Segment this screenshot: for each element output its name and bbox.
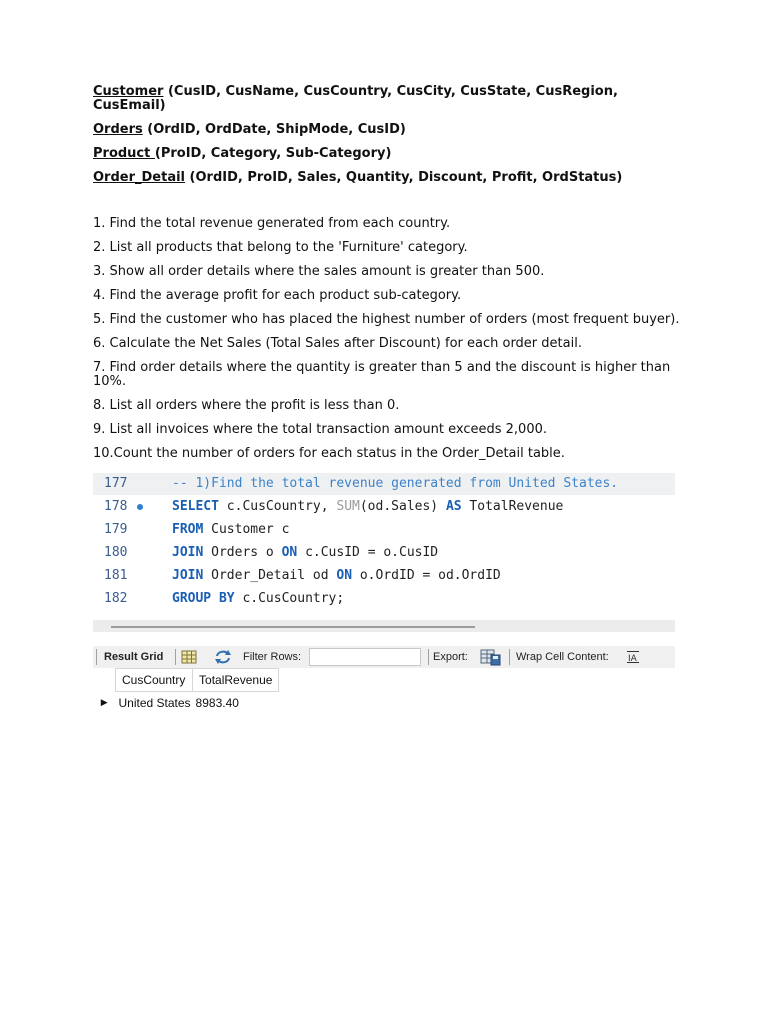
line-number: 177 (104, 476, 128, 491)
table-columns: (CusID, CusName, CusCountry, CusCity, CusState, CusRegion, CusEmail) (93, 84, 618, 113)
question-2: 2. List all products that belong to the 'Furniture' category. (93, 240, 468, 255)
code-line (93, 519, 675, 541)
cell-totalrevenue[interactable]: 8983.40 (195, 696, 239, 710)
column-header[interactable]: TotalRevenue (193, 669, 279, 692)
line-number: 180 (104, 545, 128, 560)
toolbar-divider (428, 649, 429, 665)
table-columns: (OrdID, OrdDate, ShipMode, CusID) (142, 122, 406, 137)
scrollbar-thumb[interactable] (111, 626, 475, 628)
question-8: 8. List all orders where the profit is less than 0. (93, 398, 400, 413)
filter-rows-label: Filter Rows: (243, 651, 302, 663)
export-label: Export: (433, 651, 468, 663)
schema-order-detail (93, 171, 693, 185)
toolbar-divider (509, 649, 510, 665)
cell-cuscountry[interactable]: United States (118, 696, 191, 710)
table-columns: (ProID, Category, Sub-Category) (154, 146, 392, 161)
result-grid (93, 668, 279, 714)
sql-code: SELECT c.CusCountry, SUM(od.Sales) AS TotalRevenue (172, 499, 564, 514)
sql-comment: -- 1)Find the total revenue generated from United States. (172, 476, 619, 491)
sql-editor[interactable] (93, 473, 675, 613)
statement-marker-icon (137, 504, 143, 510)
code-line (93, 588, 675, 610)
sql-code: GROUP BY c.CusCountry; (172, 591, 345, 606)
result-grid-tab[interactable]: Result Grid (104, 651, 164, 663)
question-6: 6. Calculate the Net Sales (Total Sales after Discount) for each order detail. (93, 336, 582, 351)
result-toolbar (93, 646, 675, 668)
schema-customer (93, 85, 693, 113)
code-line (93, 565, 675, 587)
question-3: 3. Show all order details where the sales amount is greater than 500. (93, 264, 545, 279)
question-9: 9. List all invoices where the total transaction amount exceeds 2,000. (93, 422, 548, 437)
grid-view-icon[interactable] (181, 650, 197, 664)
document-body (93, 85, 693, 471)
toolbar-divider (96, 649, 97, 665)
question-5: 5. Find the customer who has placed the highest number of orders (most frequent buyer). (93, 312, 680, 327)
wrap-text-icon[interactable] (626, 650, 642, 664)
sql-code: JOIN Order_Detail od ON o.OrdID = od.OrdID (172, 568, 501, 583)
code-line (93, 496, 675, 518)
code-line (93, 473, 675, 495)
table-name: Customer (93, 84, 164, 99)
wrap-cell-label: Wrap Cell Content: (516, 651, 609, 663)
line-number: 178 (104, 499, 128, 514)
schema-orders (93, 123, 693, 137)
line-number: 179 (104, 522, 128, 537)
line-number: 181 (104, 568, 128, 583)
table-name: Product (93, 146, 155, 161)
question-7: 7. Find order details where the quantity is greater than 5 and the discount is higher than 10%. (93, 360, 671, 389)
table-columns: (OrdID, ProID, Sales, Quantity, Discount, Profit, OrdStatus) (185, 170, 623, 185)
refresh-icon[interactable] (214, 650, 232, 664)
table-row[interactable] (93, 692, 279, 715)
schema-product (93, 147, 693, 161)
line-number: 182 (104, 591, 128, 606)
sql-code: JOIN Orders o ON c.CusID = o.CusID (172, 545, 439, 560)
question-10: 10.Count the number of orders for each status in the Order_Detail table. (93, 446, 565, 461)
column-header[interactable]: CusCountry (116, 669, 193, 692)
code-line (93, 542, 675, 564)
export-icon[interactable] (480, 648, 502, 666)
sql-code: FROM Customer c (172, 522, 290, 537)
table-name: Order_Detail (93, 170, 186, 185)
row-pointer-icon: ▶ (100, 697, 108, 708)
horizontal-scrollbar[interactable] (93, 620, 675, 632)
grid-corner (93, 669, 116, 692)
toolbar-divider (175, 649, 176, 665)
svg-text:IA: IA (628, 654, 637, 664)
question-4: 4. Find the average profit for each product sub-category. (93, 288, 462, 303)
filter-rows-input[interactable] (309, 648, 421, 666)
question-1: 1. Find the total revenue generated from each country. (93, 216, 451, 231)
table-name: Orders (93, 122, 143, 137)
